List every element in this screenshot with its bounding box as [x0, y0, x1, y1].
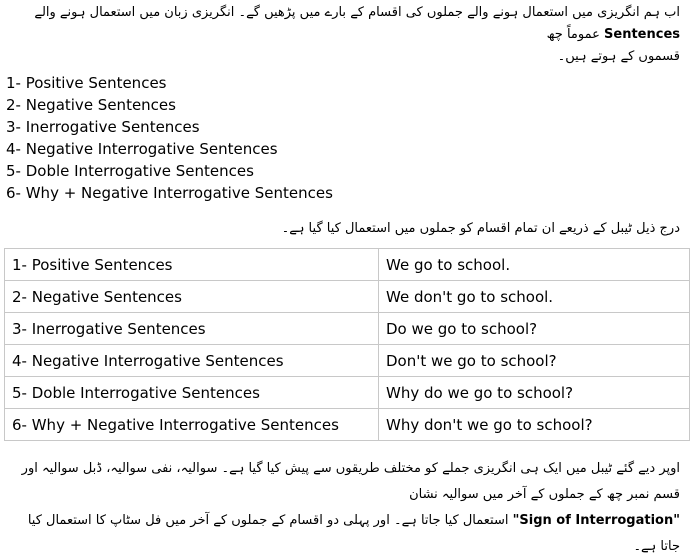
sentence-types-list	[6, 72, 333, 204]
table-row	[5, 281, 690, 313]
table-row	[5, 345, 690, 377]
type-cell: 2- Negative Sentences	[5, 281, 379, 313]
list-item: 1- Positive Sentences	[6, 74, 167, 92]
intro-paragraph	[8, 2, 680, 68]
example-cell: We go to school.	[379, 249, 690, 281]
footer-line-1: اوپر دیے گئے ٹیبل میں ایک ہی انگریزی جملے کو مختلف طریقوں سے پیش کیا گیا ہے۔ سوالیہ، نفی سوالیہ، ڈبل سوالیہ اور قسم نمبر چھ کے جملوں کے آخر میں سوالیہ نشان	[21, 461, 680, 502]
footer-term-sign: "Sign of Interrogation"	[512, 513, 680, 528]
type-cell: 3- Inerrogative Sentences	[5, 313, 379, 345]
example-cell: Why don't we go to school?	[379, 409, 690, 441]
example-cell: Don't we go to school?	[379, 345, 690, 377]
table-row	[5, 377, 690, 409]
footer-paragraph	[8, 456, 680, 560]
intro-line-2: قسموں کے ہوتے ہیں۔	[557, 49, 680, 64]
list-item: 6- Why + Negative Interrogative Sentences	[6, 184, 333, 202]
intro-term-sentences: Sentences	[604, 27, 680, 42]
list-item: 2- Negative Sentences	[6, 96, 176, 114]
footer-line-2	[8, 508, 680, 560]
example-cell: We don't go to school.	[379, 281, 690, 313]
example-cell: Why do we go to school?	[379, 377, 690, 409]
intro-line-1-text: اب ہم انگریزی میں استعمال ہونے والے جملوں کی اقسام کے بارے میں پڑھیں گے۔ انگریزی زبان میں استعمال ہونے والے	[34, 5, 680, 20]
table-intro-note: درج ذیل ٹیبل کے ذریعے ان تمام اقسام کو جملوں میں استعمال کیا گیا ہے۔	[281, 221, 680, 236]
table-row	[5, 249, 690, 281]
list-item: 3- Inerrogative Sentences	[6, 118, 200, 136]
examples-table	[4, 248, 690, 441]
footer-line-2-text: استعمال کیا جاتا ہے۔ اور پہلی دو اقسام کے جملوں کے آخر میں فل سٹاپ کا استعمال کیا جاتا ہے۔	[27, 513, 680, 554]
type-cell: 1- Positive Sentences	[5, 249, 379, 281]
type-cell: 4- Negative Interrogative Sentences	[5, 345, 379, 377]
intro-line-1	[8, 2, 680, 46]
intro-line-1-end: عموماً چھ	[546, 27, 600, 42]
example-cell: Do we go to school?	[379, 313, 690, 345]
list-item: 5- Doble Interrogative Sentences	[6, 162, 254, 180]
table-row	[5, 313, 690, 345]
table-row	[5, 409, 690, 441]
list-item: 4- Negative Interrogative Sentences	[6, 140, 278, 158]
type-cell: 5- Doble Interrogative Sentences	[5, 377, 379, 409]
type-cell: 6- Why + Negative Interrogative Sentences	[5, 409, 379, 441]
